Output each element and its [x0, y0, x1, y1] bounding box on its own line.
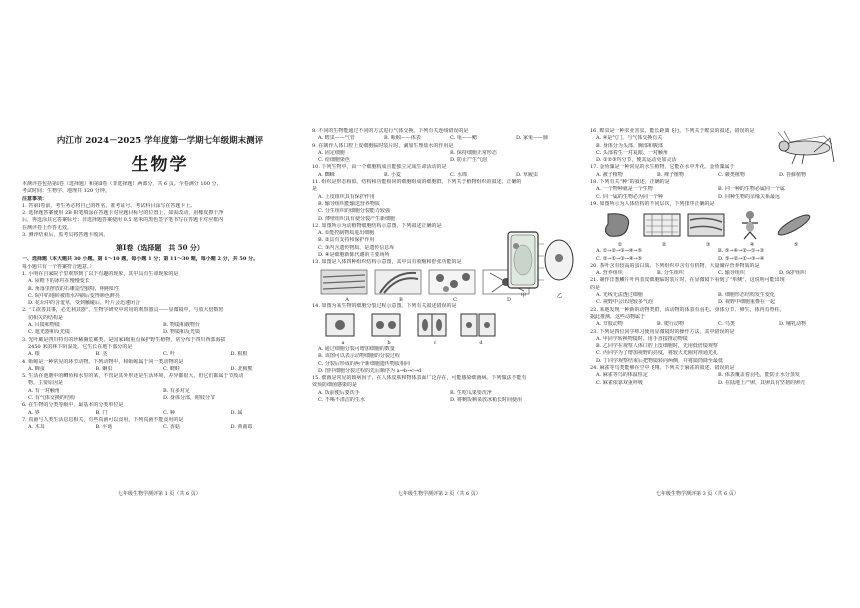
option-row	[590, 256, 840, 263]
question-stem: 4. 蚯蚓是一种常见的环节动物。下列动物中，和蚯蚓属于同一类动物的是	[22, 358, 184, 365]
option: D. 花坛中的含羞草，受到触碰后，叶片会迅速闭合	[28, 300, 141, 307]
option-row	[590, 380, 840, 387]
option: C. 鸟类	[718, 321, 735, 328]
page-footer: 七年级生物学测评第 1 页（共 6 页）	[118, 491, 201, 497]
figure-label: b	[387, 339, 391, 346]
option: A. 麻雀等鸟的体温恒定	[596, 372, 648, 379]
option: B. 蚯蚓——体表	[384, 135, 421, 142]
option: D. 物镜和反光镜	[163, 329, 201, 336]
option: C. 丙同学为了增加视野的亮度，将较大光圈对准通光孔	[596, 350, 718, 357]
option-row	[22, 322, 298, 329]
option: C. 输导组织	[718, 270, 745, 277]
option: B. 角落里摆放的石雕造型独特，栩栩如生	[28, 285, 120, 292]
question-stem: 8. 不同的生物能通过不同的方式进行气体交换。下列有关连线错误的是	[312, 128, 469, 134]
option: D. 根根	[230, 351, 248, 358]
option: C. ②→①→③→④→⑤	[596, 255, 642, 262]
option-row	[590, 172, 840, 179]
intro-line: 注意事项：	[22, 195, 48, 202]
option-row	[590, 292, 840, 299]
figure-label: ①	[617, 242, 623, 249]
option-row	[590, 372, 840, 379]
question-stem: 24. 麻雀等鸟类能够在空中飞翔。下列关于麻雀的叙述，错误的是	[590, 365, 735, 372]
option: D. 视野中细胞重叠在一起	[718, 299, 776, 306]
option: C. 不喝不清洁的生水	[318, 397, 365, 404]
option-row	[22, 351, 298, 358]
division-figures	[312, 312, 582, 338]
question-stem: 19. 如图所示为人体结构的不同层次，下列排序正确的是	[590, 200, 715, 207]
question-14: 14. 如图为某生物的细胞分裂过程示意图。下列有关叙述错误的是	[312, 302, 457, 309]
option: A. 固定细胞	[318, 149, 345, 156]
option: A. 蝉蚕	[28, 365, 45, 372]
question-stem: 12. 如图所示为动植物细胞结构示意图，下列叙述正确的是	[312, 222, 442, 229]
option: D. 属	[230, 409, 243, 416]
option: B. 该图可以表示动物细胞的分裂过程	[318, 353, 400, 360]
option: D. 保护组织	[779, 270, 807, 277]
option: A. 屋檐下的冰柱在慢慢变长	[28, 278, 90, 285]
option: A. 一个物种就是一个生物	[596, 186, 653, 193]
option: A. 营养组织	[596, 270, 623, 277]
option: B. 物镜和载物台	[163, 322, 200, 329]
option: D. ⑤→②→①→③→④	[718, 255, 765, 262]
figure-label: d	[479, 339, 483, 346]
option: A. 根	[28, 351, 40, 358]
figure-label: B	[399, 296, 403, 303]
figure-label: D	[506, 296, 511, 303]
question-stem: 11. 组织是形态相似、结构和功能相同的细胞组成的细胞群。下列关于植物组织的叙述，正确的	[312, 179, 522, 186]
figure-label: 乙	[557, 293, 563, 299]
exam-header: 内江市 2024－2025 学年度第一学期七年级期末测评	[56, 136, 264, 146]
option: A. 目镜和物镜	[28, 322, 60, 329]
option: C. 香菇	[163, 424, 180, 431]
option: A. 甲同学转换物镜时，用手直接推动物镜	[596, 335, 688, 342]
section-title: 第Ⅰ卷（选择题 共 50 分）	[116, 243, 204, 253]
option: A. 光线无法透过细胞	[596, 292, 643, 299]
instruction-line: 一、选择题（本大题共 30 小题。第 1～10 题，每小题 1 分；第 11～30 题，每小题 2 分，共 50 分。	[22, 256, 259, 263]
option: D. ④是细胞新陈代谢的主要场所	[318, 252, 390, 259]
questions-19-24	[590, 248, 840, 387]
option: C. 叶	[163, 351, 175, 358]
exam-title: 生物学	[131, 155, 189, 175]
option: B. 同一种的生物必属同一个属	[718, 186, 785, 193]
option: C. 蕨类植物	[718, 171, 745, 178]
option: B. 有多对足	[163, 387, 190, 394]
option: C. 同一属的生物必为同一个种	[596, 193, 663, 200]
figure-label: c	[433, 339, 437, 346]
option: D. 将剩饭剩菜放冰箱长时间使用	[450, 397, 523, 404]
option: A. 蜘蛛	[318, 171, 335, 178]
option: C. 视野中会出现较多气泡	[596, 299, 653, 306]
exam-intro	[22, 181, 298, 239]
option: B. 输导组织能输送营养物质	[318, 200, 380, 207]
option-row	[312, 135, 582, 142]
figure-label: A	[345, 296, 349, 303]
body-level-figures	[590, 210, 840, 240]
page-2	[312, 128, 582, 498]
option-row	[312, 397, 582, 404]
option: C. 有气体交换的结构	[28, 395, 75, 402]
option: D. 图中细胞分裂过程的先后顺序为 a→b→c→d	[318, 367, 422, 374]
option: D. 在陆地上产卵，其卵具有坚韧的卵壳	[718, 379, 806, 386]
option: B. 平菇	[95, 424, 113, 431]
question-stem: 16. 蝗虫是一种农业害虫，能长距离飞行。下列关于蝗虫的叙述，错误的是	[590, 128, 755, 134]
option: D. ①②③均分节，便其运动更加灵活	[596, 157, 677, 164]
option: A. ①能控制物质进出细胞	[318, 230, 375, 237]
option: B. 蛔虫	[95, 365, 113, 372]
question-stem: 1. 小明在自家院子里观察到了以下有趣的现象，其中具有生命现象的是	[22, 270, 179, 277]
question-stem: 切相关的结构是	[28, 314, 64, 321]
intro-line: 3. 测评结束后，监考员将答题卡收回。	[22, 232, 109, 239]
question-stem: 5. 生活在池塘中的鲫鱼和水里的某，不管是其外形还是生活环境，差异都很大，但它们都属于节肢动	[22, 373, 244, 380]
figure-label: a	[341, 339, 345, 346]
option: C. 麻雀依靠双重呼吸	[596, 379, 643, 386]
option: C. ③内含遗传物质，是遗传信息库	[318, 244, 395, 251]
option: B. 生吃瓜果要洗净	[450, 389, 492, 396]
section-instructions	[22, 256, 298, 271]
option-row	[590, 248, 840, 255]
option: D. 丁同学观察结束后把物镜转向两侧，并将镜筒降至最低	[596, 357, 724, 364]
page-footer: 七年级生物学测评第 2 页（共 6 页）	[398, 491, 481, 497]
option-row	[590, 194, 840, 201]
figure-label: ②	[661, 242, 667, 249]
option-row	[312, 157, 582, 164]
question-stem: 效预防细菌感染的是	[312, 382, 358, 389]
question-stem: 据此推测，这些动物属于	[590, 313, 646, 320]
questions-14-15	[312, 346, 582, 404]
option-row	[312, 150, 582, 157]
option: C. 种	[163, 409, 175, 416]
question-stem: 21. 制作洋葱鳞片叶内表皮细胞临时装片时，在显微镜下看到了“单侧”，这说明可能出现	[590, 277, 785, 284]
option: D. 防止产生气泡	[450, 157, 488, 164]
question-stem: 22. 某地发现一种新的动物类群，该动物的体表有羽毛、身体分节、卵生、体内有脊柱。	[590, 306, 785, 313]
question-stem: 17. 金鱼藻是一种常见的水生植物，它能在水中开花。金鱼藻属于	[590, 164, 735, 171]
option: C. 头部着生一对复眼、一对触角	[596, 149, 668, 156]
option: A. 界	[28, 409, 40, 416]
option: D. 黄曲霉	[230, 424, 253, 431]
figure-label: 甲	[521, 293, 527, 299]
option: C. 龟——鳃	[450, 135, 477, 142]
option: B. 分生组织	[657, 270, 684, 277]
question-stem: 3. 光叶蕨是四川特有的珍稀濒危蕨类，是国家Ⅰ级重点保护野生植物，常分布于四川西部海拔	[22, 336, 226, 343]
intro-line: 后，再选涂其它答案标号；非选择题答案使用 0.5 毫米的黑色签字笔书写在答题卡对应框内	[22, 217, 224, 224]
question-stem: 18. 下列有关“种”的叙述，正确的是	[590, 179, 670, 186]
grasshopper-figure	[776, 130, 838, 166]
intro-line: 1. 答第Ⅰ卷前，考生务必将自己的姓名、准考证号、考试科目涂写在答题卡上。	[22, 202, 196, 209]
figure-label: ③	[705, 242, 711, 249]
option-row	[312, 172, 582, 179]
option: A. 通过细胞分裂可增加细胞的数量	[318, 345, 395, 352]
option: A. ④是气门，与气体交换有关	[596, 135, 663, 142]
option: C. 给细胞染色	[318, 157, 350, 164]
question-13: 13. 如图是人体四种组织结构示意图，其中具有收缩和舒张功能的是	[312, 259, 462, 266]
question-stem: 7. 真菌与人类生活息息相关，有些真菌可以食用。下列真菌不能食用的是	[22, 416, 184, 423]
option-row	[590, 186, 840, 193]
instruction-line: 每小题只有一个答案符合题意。）	[22, 263, 95, 270]
option: B. ②具有支持和保护作用	[318, 237, 375, 244]
questions-1-7	[22, 271, 298, 432]
option: A. 上皮组织具有保护作用	[318, 193, 375, 200]
option-row	[22, 366, 298, 373]
option: A. ①→②→③→④→⑤	[596, 248, 642, 255]
option-row	[312, 390, 582, 397]
page-footer: 七年级生物学测评第 3 页（共 6 页）	[656, 491, 739, 497]
option-row	[22, 388, 298, 395]
question-stem: 10. 下列生物中，由一个细胞构成且能独立完成生命活动的是	[312, 164, 447, 171]
option: B. 小麦	[384, 171, 401, 178]
option-row	[590, 299, 840, 306]
intro-line: 在测评卷上作答无效。	[22, 224, 73, 231]
option-row	[590, 321, 840, 328]
option: B. 身体分为头部、胸部和腹部	[596, 142, 663, 149]
option: A. 蝗虫——气管	[318, 135, 355, 142]
question-stem: 是	[312, 186, 318, 193]
page-1	[22, 128, 298, 498]
question-stem: 6. 在生物的分类等级中，最基本的分类单位是	[22, 402, 124, 409]
option: A. 有一对触角	[28, 387, 60, 394]
option: C. 分裂后形成的两个新细胞遗传物质相同	[318, 360, 410, 367]
option: C. 遮光器和反光镜	[28, 329, 70, 336]
option: A. 节肢动物	[596, 321, 623, 328]
option: B. 门	[95, 409, 108, 416]
option: B. 裸子植物	[657, 171, 684, 178]
question-stem: 20. 茶叶含有较高的蛋白质。下列组织中含有有机物，大量储存营养物质的是	[590, 262, 760, 269]
option: D. 薄壁组织具有使分裂产生新细胞	[318, 215, 396, 222]
option: A. 木耳	[28, 424, 45, 431]
figure-label: ④	[749, 242, 755, 249]
option: A. 饭前便后要洗手	[318, 389, 360, 396]
option: C. 水绵	[450, 171, 467, 178]
option: B. 细胞形态结构发生变化	[718, 292, 775, 299]
question-stem: 2. “工欲善其事，必先利其器”。生物学研究中常用的观察器具——显微镜中，与放大倍数密	[22, 307, 224, 314]
option: D. 同种生物的亲缘关系最远	[718, 193, 781, 200]
intro-line: 2. 选择题答案使用 2B 铅笔填涂在答题卡对应题目标号的位置上，如需改动，用橡皮擦干净	[22, 210, 224, 217]
question-stem: 2450 米的林下阴湿处。它生长在地下部分的是	[28, 343, 133, 350]
intro-line: 考试时间：生物学、地理共 120 分钟。	[22, 188, 110, 195]
option-row	[22, 329, 298, 336]
figure-label: C	[453, 296, 457, 303]
cell-figure	[504, 230, 576, 300]
option: D. 家兔——肺	[516, 135, 549, 142]
option: B. 保持细胞正常形态	[450, 149, 497, 156]
option: B. 乙同学在观察人体口腔上皮细胞时，先用低倍镜观察	[596, 343, 718, 350]
option-row	[22, 410, 298, 417]
intro-line: 本测评卷包括第Ⅰ卷（选择题）和第Ⅱ卷（非选择题）两部分，共 6 页。全卷满分 100 分，	[22, 181, 222, 187]
option: D. 草履虫	[516, 171, 539, 178]
question-stem: 9. 在制作人体口腔上皮细胞临时装片时，滴加生理盐水的作用是	[312, 142, 454, 149]
question-stem: 23. 下列是四位同学练习使用显微镜时的操作方法，其中错误的是	[590, 328, 735, 335]
option: A. 被子植物	[596, 171, 623, 178]
question-stem: 的是	[590, 284, 601, 291]
option: B. 爬行动物	[657, 321, 684, 328]
option: C. 蛲蛙	[163, 365, 180, 372]
option: D. 身体分部，附肢分节	[163, 395, 216, 402]
question-stem: 物。主要原因是	[28, 380, 64, 387]
option: C. 分生组织的细胞分裂能力较强	[318, 208, 390, 215]
option-row	[22, 424, 298, 431]
question-stem: 15. 细菌是常见的致病因子，在人体皮肤和物体表面广泛存在，可能感染细菌病。下列做法不能有	[312, 375, 527, 382]
option: B. 体表覆盖着羽毛，能防止水分蒸发	[718, 372, 800, 379]
page-3	[590, 128, 840, 498]
option: D. 苔藓植物	[779, 171, 807, 178]
option: B. 茎	[95, 351, 108, 358]
option-row	[590, 270, 840, 277]
option: D. 北极熊	[230, 365, 253, 372]
option: D. 哺乳动物	[779, 321, 807, 328]
option: B. ⑤→④→②→①→③	[718, 248, 765, 255]
option: C. 院中的地砖被雨水冲刷后变得颜色鲜亮	[28, 292, 120, 299]
option-row	[22, 395, 298, 402]
figure-label: ⑤	[793, 242, 799, 249]
